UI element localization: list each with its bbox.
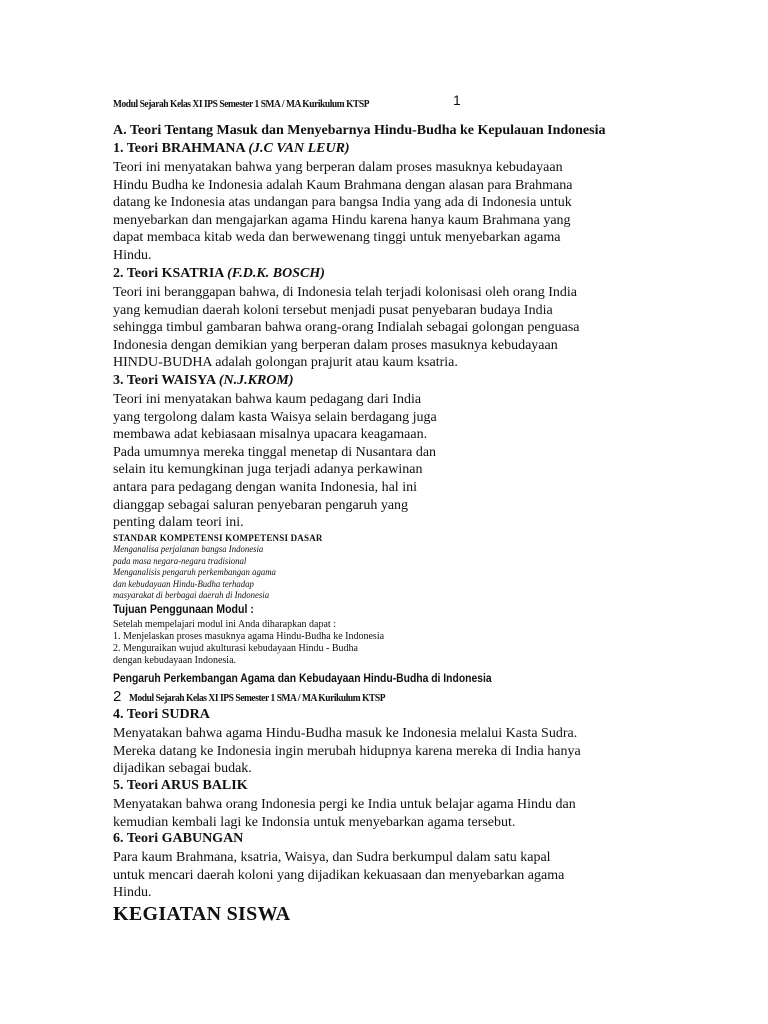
body-line: dianggap sebagai saluran penyebaran pengaruh yang: [113, 497, 409, 513]
body-line: antara para pedagang dengan wanita Indonesia, hal ini: [113, 479, 417, 495]
body-line: Teori ini beranggapan bahwa, di Indonesia telah terjadi kolonisasi oleh orang India: [113, 285, 577, 300]
teori-waisya-body: [113, 391, 437, 532]
teori-brahmana-title: [113, 141, 350, 157]
tujuan-line: 1. Menjelaskan proses masuknya agama Hindu-Budha ke Indonesia: [113, 631, 385, 642]
body-line: Menyatakan bahwa orang Indonesia pergi ke India untuk belajar agama Hindu dan: [113, 797, 576, 812]
standar-kompetensi-list: [113, 545, 290, 603]
teori-author: (J.C VAN LEUR): [248, 141, 350, 156]
standar-line: pada masa negara-negara tradisional: [113, 556, 247, 567]
teori-arus-balik-title: 5. Teori ARUS BALIK: [113, 778, 248, 793]
teori-arus-balik-body: [113, 796, 576, 831]
body-line: Para kaum Brahmana, ksatria, Waisya, dan Sudra berkumpul dalam satu kapal: [113, 850, 551, 865]
teori-title: 3. Teori WAISYA: [113, 373, 216, 388]
body-line: sehingga timbul gambaran bahwa orang-orang Indialah sebagai golongan penguasa: [113, 320, 580, 336]
body-line: datang ke Indonesia atas undangan para bangsa India yang ada di Indonesia untuk: [113, 195, 572, 211]
header-page-number: 1: [453, 92, 461, 108]
standar-line: Menganalisis pengaruh perkembangan agama: [113, 568, 276, 578]
body-line: Mereka datang ke Indonesia ingin merubah hidupnya karena mereka di India hanya: [113, 743, 581, 759]
teori-sudra-title: 4. Teori SUDRA: [113, 707, 210, 722]
teori-ksatria-title: [113, 266, 325, 282]
teori-ksatria-body: [113, 284, 580, 372]
body-line: Hindu Budha ke Indonesia adalah Kaum Brahmana dengan alasan para Brahmana: [113, 177, 573, 193]
body-line: Teori ini menyatakan bahwa yang berperan dalam proses masuknya kebudayaan: [113, 160, 563, 175]
body-line: Hindu.: [113, 247, 152, 263]
body-line: Pada umumnya mereka tinggal menetap di Nusantara dan: [113, 444, 437, 460]
body-line: membawa adat kebiasaan misalnya upacara keagamaan.: [113, 427, 428, 443]
page-header-1: [113, 92, 461, 112]
header-page-number: 2: [113, 688, 122, 705]
teori-waisya-title: [113, 373, 294, 389]
body-line: yang tergolong dalam kasta Waisya selain berdagang juga: [113, 409, 437, 425]
standar-line: Menganalisa perjalanan bangsa Indonesia: [113, 545, 264, 555]
body-line: penting dalam teori ini.: [113, 515, 244, 531]
body-line: Indonesia dengan demikian yang berperan dalam proses masuknya kebudayaan: [113, 337, 558, 353]
standar-line: dan kebudayaan Hindu-Budha terhadap: [113, 579, 254, 590]
header-text: Modul Sejarah Kelas XI IPS Semester 1 SMA / MA Kurikulum KTSP: [113, 98, 370, 110]
teori-title: 2. Teori KSATRIA: [113, 266, 224, 281]
body-line: dijadikan sebagai budak.: [113, 761, 252, 777]
body-line: yang kemudian daerah koloni tersebut menjadi pusat penyebaran budaya India: [113, 302, 553, 318]
standar-line: masyarakat di berbagai daerah di Indonesia: [113, 591, 270, 601]
teori-title: 1. Teori BRAHMANA: [113, 141, 245, 156]
body-line: Menyatakan bahwa agama Hindu-Budha masuk ke Indonesia melalui Kasta Sudra.: [113, 726, 578, 741]
teori-author: (N.J.KROM): [218, 373, 294, 388]
kegiatan-siswa-heading: KEGIATAN SISWA: [113, 903, 291, 925]
page-header-2: [113, 688, 427, 706]
pengaruh-title: Pengaruh Perkembangan Agama dan Kebudayaan Hindu-Budha di Indonesia: [113, 673, 492, 685]
body-line: dapat membaca kitab weda dan berwewenang tinggi untuk menyebarkan agama: [113, 230, 561, 246]
tujuan-line: 2. Menguraikan wujud akulturasi kebudayaan Hindu - Budha: [113, 643, 358, 654]
body-line: untuk mencari daerah koloni yang dijadikan kekuasaan dan menyebarkan agama: [113, 867, 565, 883]
teori-brahmana-body: [113, 159, 573, 265]
teori-author: (F.D.K. BOSCH): [227, 266, 325, 281]
teori-gabungan-title: 6. Teori GABUNGAN: [113, 831, 244, 846]
body-line: selain itu kemungkinan juga terjadi adanya perkawinan: [113, 462, 423, 478]
section-a-title: A. Teori Tentang Masuk dan Menyebarnya Hindu-Budha ke Kepulauan Indonesia: [113, 123, 606, 138]
tujuan-line: Setelah mempelajari modul ini Anda diharapkan dapat :: [113, 619, 336, 630]
teori-gabungan-body: [113, 849, 564, 902]
tujuan-line: dengan kebudayaan Indonesia.: [113, 655, 237, 666]
header-text: Modul Sejarah Kelas XI IPS Semester 1 SMA / MA Kurikulum KTSP: [129, 692, 386, 704]
teori-sudra-body: [113, 725, 581, 778]
body-line: kemudian kembali lagi ke Indonsia untuk menyebarkan agama tersebut.: [113, 814, 516, 830]
tujuan-list: [113, 619, 384, 667]
tujuan-title: Tujuan Penggunaan Modul :: [113, 604, 254, 616]
body-line: menyebarkan dan mengajarkan agama Hindu karena hanya kaum Brahmana yang: [113, 212, 571, 228]
body-line: Hindu.: [113, 885, 152, 901]
standar-kompetensi-title: STANDAR KOMPETENSI KOMPETENSI DASAR: [113, 533, 323, 543]
body-line: Teori ini menyatakan bahwa kaum pedagang dari India: [113, 392, 422, 407]
body-line: HINDU-BUDHA adalah golongan prajurit atau kaum ksatria.: [113, 355, 458, 371]
